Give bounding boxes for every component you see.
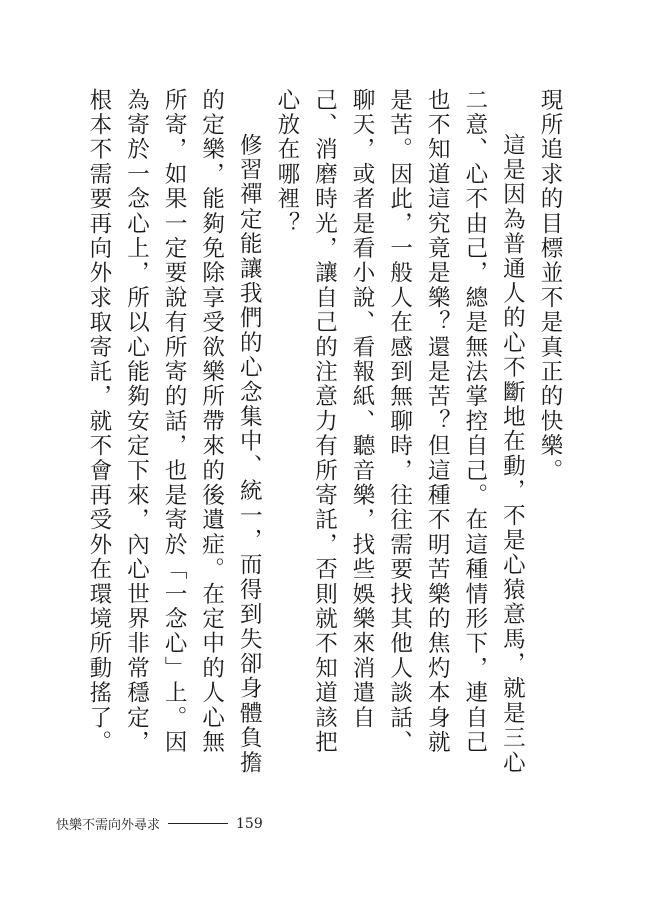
page-number: 159 — [236, 815, 263, 832]
footer-rule — [168, 823, 228, 824]
body-text — [85, 88, 568, 778]
page-footer — [56, 814, 263, 833]
paragraph-3: 修習禪定能讓我們的心念集中、統一，而得到失卻身體負擔的定樂，能夠免除享受欲樂所帶來的後遺症。在定中的人心無所寄，如果一定要說有所寄的話，也是寄於「一念心」上。因為寄於一念心上，所以心能夠安定下來，內心世界非常穩定，根本不需要再向外求取寄託，就不會再受外在環境所動搖了。 — [85, 88, 263, 776]
running-title: 快樂不需向外尋求 — [56, 818, 161, 833]
paragraph-1: 現所追求的目標並不是真正的快樂。 — [537, 88, 563, 484]
paragraph-2: 這是因為普通人的心不斷地在動，不是心猿意馬，就是三心二意、心不由己，總是無法掌控自己。在這種情形下，連自己也不知道這究竟是樂？還是苦？但這種不明苦樂的焦灼本身就是苦。因此，一般人在感到無聊時，往往需要找其他人談話、聊天，或者是看小說、看報紙、聽音樂，找些娛樂來消遣自己、消磨時光，讓自己的注意力有所寄託，否則就不知道該把心放在哪裡？ — [273, 88, 526, 776]
